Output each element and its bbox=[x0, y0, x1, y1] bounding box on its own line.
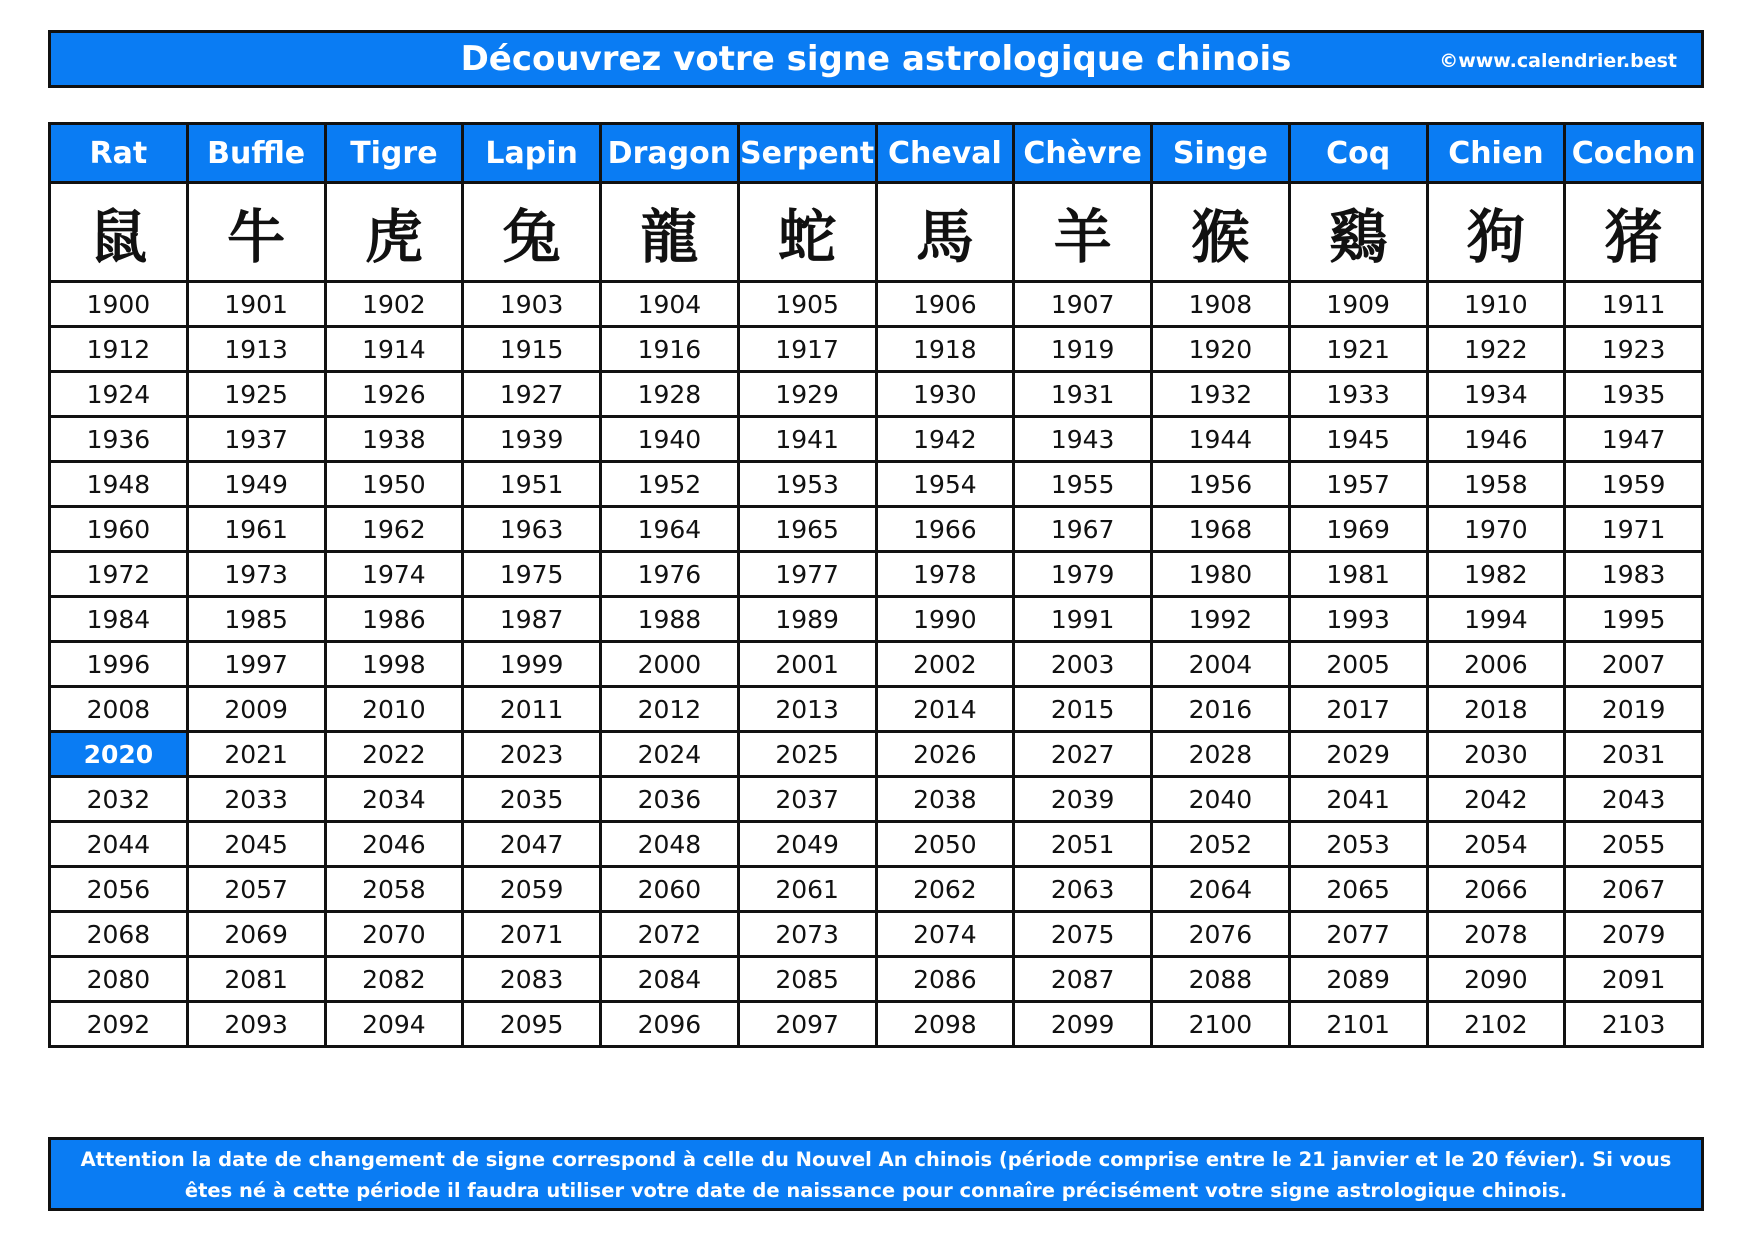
year-cell: 2029 bbox=[1289, 732, 1427, 777]
year-cell: 1915 bbox=[463, 327, 601, 372]
table-row bbox=[50, 777, 1703, 822]
year-cell: 1919 bbox=[1014, 327, 1152, 372]
year-cell: 1940 bbox=[601, 417, 739, 462]
year-cell: 2074 bbox=[876, 912, 1014, 957]
year-cell: 2102 bbox=[1427, 1002, 1565, 1047]
year-cell: 1966 bbox=[876, 507, 1014, 552]
year-cell: 1978 bbox=[876, 552, 1014, 597]
table-row bbox=[50, 912, 1703, 957]
year-cell: 2069 bbox=[187, 912, 325, 957]
sign-glyph: 鷄 bbox=[1289, 183, 1427, 282]
year-cell: 2037 bbox=[738, 777, 876, 822]
year-cell: 1977 bbox=[738, 552, 876, 597]
sign-name-row bbox=[50, 124, 1703, 183]
year-cell: 2066 bbox=[1427, 867, 1565, 912]
year-cell: 2089 bbox=[1289, 957, 1427, 1002]
year-cell: 2035 bbox=[463, 777, 601, 822]
year-cell: 1994 bbox=[1427, 597, 1565, 642]
year-cell: 1916 bbox=[601, 327, 739, 372]
column-header-buffle: Buffle bbox=[187, 124, 325, 183]
year-cell: 1974 bbox=[325, 552, 463, 597]
year-cell: 2011 bbox=[463, 687, 601, 732]
table-row bbox=[50, 552, 1703, 597]
year-cell: 1936 bbox=[50, 417, 188, 462]
year-cell: 1976 bbox=[601, 552, 739, 597]
year-cell: 1984 bbox=[50, 597, 188, 642]
year-cell: 1993 bbox=[1289, 597, 1427, 642]
year-cell: 1922 bbox=[1427, 327, 1565, 372]
sign-glyph: 虎 bbox=[325, 183, 463, 282]
year-cell: 1989 bbox=[738, 597, 876, 642]
sign-glyph: 龍 bbox=[601, 183, 739, 282]
year-cell: 2049 bbox=[738, 822, 876, 867]
year-cell: 2059 bbox=[463, 867, 601, 912]
copyright-text: ©www.calendrier.best bbox=[1439, 50, 1677, 72]
year-cell: 1969 bbox=[1289, 507, 1427, 552]
year-cell: 1997 bbox=[187, 642, 325, 687]
year-cell: 1901 bbox=[187, 282, 325, 327]
year-cell: 1981 bbox=[1289, 552, 1427, 597]
year-cell: 2040 bbox=[1152, 777, 1290, 822]
year-cell: 1904 bbox=[601, 282, 739, 327]
year-cell: 1980 bbox=[1152, 552, 1290, 597]
year-cell: 2053 bbox=[1289, 822, 1427, 867]
year-cell: 1933 bbox=[1289, 372, 1427, 417]
year-cell: 1918 bbox=[876, 327, 1014, 372]
year-cell: 2050 bbox=[876, 822, 1014, 867]
column-header-serpent: Serpent bbox=[738, 124, 876, 183]
year-cell: 1923 bbox=[1565, 327, 1703, 372]
year-cell: 2056 bbox=[50, 867, 188, 912]
year-cell: 1924 bbox=[50, 372, 188, 417]
year-cell: 2028 bbox=[1152, 732, 1290, 777]
year-cell: 1964 bbox=[601, 507, 739, 552]
year-cell: 2002 bbox=[876, 642, 1014, 687]
year-cell: 2036 bbox=[601, 777, 739, 822]
table-row bbox=[50, 327, 1703, 372]
year-cell: 2098 bbox=[876, 1002, 1014, 1047]
year-cell: 2057 bbox=[187, 867, 325, 912]
year-cell: 1957 bbox=[1289, 462, 1427, 507]
year-cell: 2080 bbox=[50, 957, 188, 1002]
table-row bbox=[50, 507, 1703, 552]
year-cell: 2065 bbox=[1289, 867, 1427, 912]
year-cell: 1960 bbox=[50, 507, 188, 552]
year-cell: 1951 bbox=[463, 462, 601, 507]
year-cell: 2003 bbox=[1014, 642, 1152, 687]
year-cell: 2000 bbox=[601, 642, 739, 687]
year-cell: 1906 bbox=[876, 282, 1014, 327]
year-cell: 1910 bbox=[1427, 282, 1565, 327]
year-cell: 2023 bbox=[463, 732, 601, 777]
year-cell: 1973 bbox=[187, 552, 325, 597]
year-cell: 2039 bbox=[1014, 777, 1152, 822]
year-cell: 1986 bbox=[325, 597, 463, 642]
table-row bbox=[50, 732, 1703, 777]
year-cell: 1914 bbox=[325, 327, 463, 372]
year-cell: 2087 bbox=[1014, 957, 1152, 1002]
year-cell: 2041 bbox=[1289, 777, 1427, 822]
sign-glyph: 馬 bbox=[876, 183, 1014, 282]
year-cell: 2075 bbox=[1014, 912, 1152, 957]
year-cell: 2094 bbox=[325, 1002, 463, 1047]
year-cell: 2100 bbox=[1152, 1002, 1290, 1047]
year-cell: 2061 bbox=[738, 867, 876, 912]
year-cell: 2062 bbox=[876, 867, 1014, 912]
year-cell: 2009 bbox=[187, 687, 325, 732]
year-cell: 1943 bbox=[1014, 417, 1152, 462]
year-cell: 1963 bbox=[463, 507, 601, 552]
table-row bbox=[50, 597, 1703, 642]
year-cell: 2033 bbox=[187, 777, 325, 822]
sign-glyph: 牛 bbox=[187, 183, 325, 282]
table-row bbox=[50, 642, 1703, 687]
year-cell: 1945 bbox=[1289, 417, 1427, 462]
year-cell: 2048 bbox=[601, 822, 739, 867]
year-cell: 2019 bbox=[1565, 687, 1703, 732]
year-cell: 2097 bbox=[738, 1002, 876, 1047]
year-cell: 2005 bbox=[1289, 642, 1427, 687]
year-cell: 2068 bbox=[50, 912, 188, 957]
year-cell: 2090 bbox=[1427, 957, 1565, 1002]
year-cell: 2016 bbox=[1152, 687, 1290, 732]
year-cell: 2004 bbox=[1152, 642, 1290, 687]
year-cell: 1902 bbox=[325, 282, 463, 327]
year-cell-highlighted: 2020 bbox=[50, 732, 188, 777]
year-cell: 2026 bbox=[876, 732, 1014, 777]
year-cell: 1929 bbox=[738, 372, 876, 417]
year-cell: 2054 bbox=[1427, 822, 1565, 867]
year-cell: 2047 bbox=[463, 822, 601, 867]
year-cell: 1955 bbox=[1014, 462, 1152, 507]
sign-glyph-row bbox=[50, 183, 1703, 282]
year-cell: 1932 bbox=[1152, 372, 1290, 417]
year-cell: 2101 bbox=[1289, 1002, 1427, 1047]
sign-glyph: 兔 bbox=[463, 183, 601, 282]
year-cell: 1970 bbox=[1427, 507, 1565, 552]
year-cell: 2024 bbox=[601, 732, 739, 777]
year-cell: 1930 bbox=[876, 372, 1014, 417]
column-header-coq: Coq bbox=[1289, 124, 1427, 183]
year-cell: 2081 bbox=[187, 957, 325, 1002]
year-cell: 2015 bbox=[1014, 687, 1152, 732]
year-cell: 1956 bbox=[1152, 462, 1290, 507]
year-cell: 2052 bbox=[1152, 822, 1290, 867]
sign-glyph: 鼠 bbox=[50, 183, 188, 282]
year-cell: 2001 bbox=[738, 642, 876, 687]
year-cell: 1912 bbox=[50, 327, 188, 372]
year-cell: 1948 bbox=[50, 462, 188, 507]
column-header-tigre: Tigre bbox=[325, 124, 463, 183]
year-cell: 1950 bbox=[325, 462, 463, 507]
year-cell: 1962 bbox=[325, 507, 463, 552]
table-row bbox=[50, 462, 1703, 507]
year-cell: 1931 bbox=[1014, 372, 1152, 417]
year-cell: 2072 bbox=[601, 912, 739, 957]
year-cell: 1983 bbox=[1565, 552, 1703, 597]
year-cell: 2030 bbox=[1427, 732, 1565, 777]
year-cell: 2017 bbox=[1289, 687, 1427, 732]
table-row bbox=[50, 417, 1703, 462]
year-cell: 2045 bbox=[187, 822, 325, 867]
year-cell: 2086 bbox=[876, 957, 1014, 1002]
year-cell: 1913 bbox=[187, 327, 325, 372]
year-cell: 2078 bbox=[1427, 912, 1565, 957]
year-cell: 2021 bbox=[187, 732, 325, 777]
year-cell: 1998 bbox=[325, 642, 463, 687]
zodiac-table-body bbox=[50, 183, 1703, 1047]
year-cell: 2042 bbox=[1427, 777, 1565, 822]
year-cell: 1921 bbox=[1289, 327, 1427, 372]
year-cell: 2093 bbox=[187, 1002, 325, 1047]
year-cell: 1952 bbox=[601, 462, 739, 507]
year-cell: 1900 bbox=[50, 282, 188, 327]
table-row bbox=[50, 372, 1703, 417]
year-cell: 1911 bbox=[1565, 282, 1703, 327]
year-cell: 2071 bbox=[463, 912, 601, 957]
year-cell: 2031 bbox=[1565, 732, 1703, 777]
column-header-lapin: Lapin bbox=[463, 124, 601, 183]
year-cell: 1996 bbox=[50, 642, 188, 687]
column-header-dragon: Dragon bbox=[601, 124, 739, 183]
year-cell: 1909 bbox=[1289, 282, 1427, 327]
year-cell: 1959 bbox=[1565, 462, 1703, 507]
year-cell: 1954 bbox=[876, 462, 1014, 507]
column-header-cochon: Cochon bbox=[1565, 124, 1703, 183]
page-title: Découvrez votre signe astrologique chinois bbox=[460, 39, 1292, 79]
year-cell: 2044 bbox=[50, 822, 188, 867]
column-header-cheval: Cheval bbox=[876, 124, 1014, 183]
table-row bbox=[50, 822, 1703, 867]
year-cell: 2012 bbox=[601, 687, 739, 732]
column-header-rat: Rat bbox=[50, 124, 188, 183]
zodiac-table bbox=[48, 122, 1704, 1048]
year-cell: 2010 bbox=[325, 687, 463, 732]
year-cell: 2082 bbox=[325, 957, 463, 1002]
year-cell: 1927 bbox=[463, 372, 601, 417]
year-cell: 1908 bbox=[1152, 282, 1290, 327]
year-cell: 2083 bbox=[463, 957, 601, 1002]
year-cell: 1985 bbox=[187, 597, 325, 642]
title-bar bbox=[48, 30, 1704, 88]
year-cell: 1982 bbox=[1427, 552, 1565, 597]
year-cell: 2088 bbox=[1152, 957, 1290, 1002]
year-cell: 2032 bbox=[50, 777, 188, 822]
year-cell: 1947 bbox=[1565, 417, 1703, 462]
year-cell: 2051 bbox=[1014, 822, 1152, 867]
year-cell: 2085 bbox=[738, 957, 876, 1002]
year-cell: 2022 bbox=[325, 732, 463, 777]
year-cell: 1975 bbox=[463, 552, 601, 597]
year-cell: 2067 bbox=[1565, 867, 1703, 912]
year-cell: 1938 bbox=[325, 417, 463, 462]
year-cell: 1995 bbox=[1565, 597, 1703, 642]
year-cell: 2006 bbox=[1427, 642, 1565, 687]
year-cell: 1992 bbox=[1152, 597, 1290, 642]
year-cell: 1953 bbox=[738, 462, 876, 507]
year-cell: 2079 bbox=[1565, 912, 1703, 957]
year-cell: 2034 bbox=[325, 777, 463, 822]
year-cell: 2055 bbox=[1565, 822, 1703, 867]
footer-note: Attention la date de changement de signe correspond à celle du Nouvel An chinois (période comprise entre le 21 janvier et le 20 févier). Si vous êtes né à cette période il faudra utiliser votre date de naissance pour connaîre précisément votre signe astrologique chinois. bbox=[48, 1137, 1704, 1211]
table-row bbox=[50, 282, 1703, 327]
year-cell: 2038 bbox=[876, 777, 1014, 822]
year-cell: 2013 bbox=[738, 687, 876, 732]
year-cell: 1972 bbox=[50, 552, 188, 597]
year-cell: 1988 bbox=[601, 597, 739, 642]
year-cell: 1920 bbox=[1152, 327, 1290, 372]
year-cell: 2043 bbox=[1565, 777, 1703, 822]
year-cell: 2007 bbox=[1565, 642, 1703, 687]
year-cell: 2027 bbox=[1014, 732, 1152, 777]
year-cell: 2092 bbox=[50, 1002, 188, 1047]
year-cell: 1905 bbox=[738, 282, 876, 327]
year-cell: 1903 bbox=[463, 282, 601, 327]
year-cell: 2008 bbox=[50, 687, 188, 732]
year-cell: 1987 bbox=[463, 597, 601, 642]
sign-glyph: 羊 bbox=[1014, 183, 1152, 282]
year-cell: 2046 bbox=[325, 822, 463, 867]
year-cell: 2073 bbox=[738, 912, 876, 957]
sign-glyph: 猴 bbox=[1152, 183, 1290, 282]
year-cell: 1926 bbox=[325, 372, 463, 417]
table-row bbox=[50, 1002, 1703, 1047]
year-cell: 2103 bbox=[1565, 1002, 1703, 1047]
year-cell: 1971 bbox=[1565, 507, 1703, 552]
year-cell: 1907 bbox=[1014, 282, 1152, 327]
year-cell: 1934 bbox=[1427, 372, 1565, 417]
year-cell: 1999 bbox=[463, 642, 601, 687]
year-cell: 2025 bbox=[738, 732, 876, 777]
year-cell: 2064 bbox=[1152, 867, 1290, 912]
sign-glyph: 狗 bbox=[1427, 183, 1565, 282]
table-row bbox=[50, 867, 1703, 912]
year-cell: 1941 bbox=[738, 417, 876, 462]
year-cell: 2091 bbox=[1565, 957, 1703, 1002]
year-cell: 2014 bbox=[876, 687, 1014, 732]
year-cell: 1939 bbox=[463, 417, 601, 462]
year-cell: 1961 bbox=[187, 507, 325, 552]
table-row bbox=[50, 957, 1703, 1002]
year-cell: 2099 bbox=[1014, 1002, 1152, 1047]
year-cell: 1968 bbox=[1152, 507, 1290, 552]
year-cell: 2060 bbox=[601, 867, 739, 912]
year-cell: 1925 bbox=[187, 372, 325, 417]
sign-glyph: 蛇 bbox=[738, 183, 876, 282]
year-cell: 1949 bbox=[187, 462, 325, 507]
year-cell: 1946 bbox=[1427, 417, 1565, 462]
column-header-singe: Singe bbox=[1152, 124, 1290, 183]
year-cell: 2058 bbox=[325, 867, 463, 912]
year-cell: 1958 bbox=[1427, 462, 1565, 507]
year-cell: 1967 bbox=[1014, 507, 1152, 552]
year-cell: 1990 bbox=[876, 597, 1014, 642]
sign-glyph: 猪 bbox=[1565, 183, 1703, 282]
year-cell: 2084 bbox=[601, 957, 739, 1002]
year-cell: 1937 bbox=[187, 417, 325, 462]
year-cell: 1942 bbox=[876, 417, 1014, 462]
year-cell: 2077 bbox=[1289, 912, 1427, 957]
year-cell: 2095 bbox=[463, 1002, 601, 1047]
year-cell: 2018 bbox=[1427, 687, 1565, 732]
year-cell: 2076 bbox=[1152, 912, 1290, 957]
year-cell: 1965 bbox=[738, 507, 876, 552]
column-header-chevre: Chèvre bbox=[1014, 124, 1152, 183]
year-cell: 1979 bbox=[1014, 552, 1152, 597]
table-row bbox=[50, 687, 1703, 732]
year-cell: 1944 bbox=[1152, 417, 1290, 462]
year-cell: 2096 bbox=[601, 1002, 739, 1047]
year-cell: 1917 bbox=[738, 327, 876, 372]
column-header-chien: Chien bbox=[1427, 124, 1565, 183]
year-cell: 1935 bbox=[1565, 372, 1703, 417]
year-cell: 1991 bbox=[1014, 597, 1152, 642]
year-cell: 2063 bbox=[1014, 867, 1152, 912]
year-cell: 2070 bbox=[325, 912, 463, 957]
year-cell: 1928 bbox=[601, 372, 739, 417]
